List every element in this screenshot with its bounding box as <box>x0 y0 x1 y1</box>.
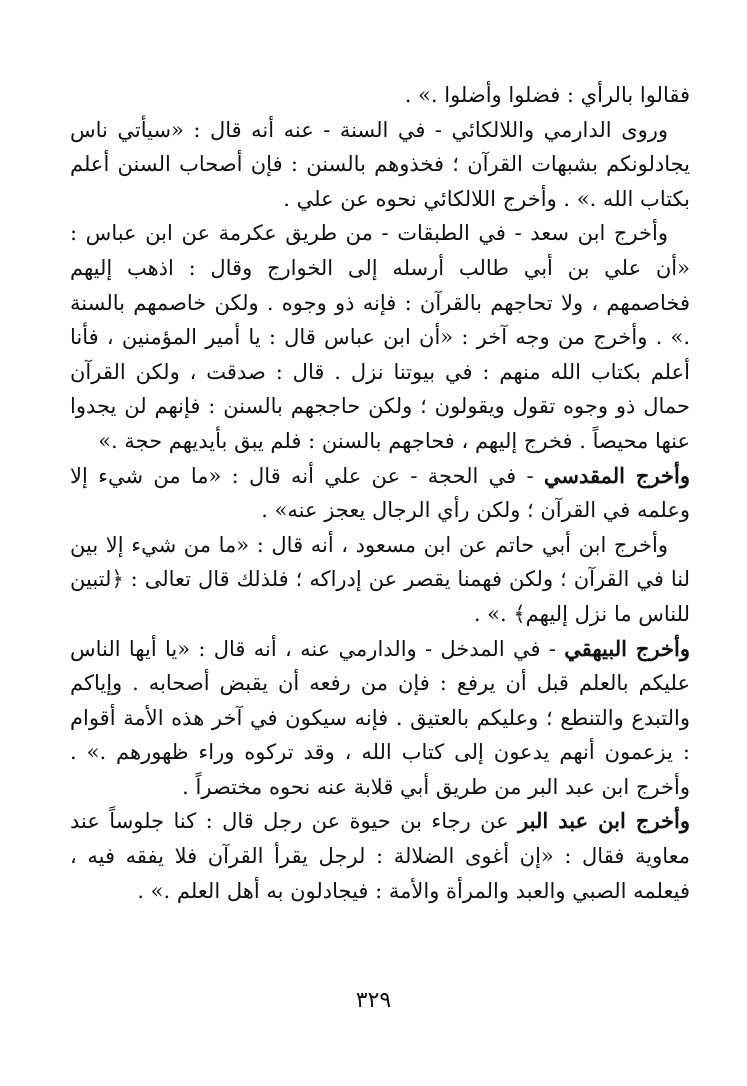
paragraph-6 <box>70 632 690 805</box>
paragraph-text: وروى الدارمي واللالكائي - في السنة - عنه أنه قال : «سيأتي ناس يجادلونكم بشبهات القرآن ؛ فخذوهم بالسنن : فإن أصحاب السنن أعلم بكتاب الله .» . وأخرج اللالكائي نحوه عن علي . <box>70 117 690 211</box>
paragraph-2 <box>70 113 690 217</box>
paragraph-text: وأخرج ابن أبي حاتم عن ابن مسعود ، أنه قال : «ما من شيء إلا بين لنا في القرآن ؛ ولكن فهمنا يقصر عن إدراكه ؛ فلذلك قال تعالى : ﴿لتبين للناس ما نزل إليهم﴾ .» . <box>70 532 690 626</box>
paragraph-3 <box>70 216 690 458</box>
paragraph-lead: وأخرج البيهقي <box>564 635 691 661</box>
paragraph-text: وأخرج ابن سعد - في الطبقات - من طريق عكرمة عن ابن عباس : «أن علي بن أبي طالب أرسله إلى الخوارج وقال : اذهب إليهم فخاصمهم ، ولا تحاجهم بالقرآن : فإنه ذو وجوه . ولكن خاصمهم بالسنة .» . وأخرج من وجه آخر : «أن ابن عباس قال : يا أمير المؤمنين ، فأنا أعلم بكتاب الله منهم : في بيوتنا نزل . قال : صدقت ، ولكن القرآن حمال ذو وجوه تقول ويقولون ؛ ولكن حاججهم بالسنن : فإنهم لن يجدوا عنها محيصاً . فخرج إليهم ، فحاجهم بالسنن : فلم يبق بأيديهم حجة .» <box>70 221 690 453</box>
paragraph-7 <box>70 804 690 908</box>
body-text <box>70 78 690 908</box>
paragraph-text: فقالوا بالرأي : فضلوا وأضلوا .» . <box>404 83 690 107</box>
paragraph-4 <box>70 459 690 528</box>
paragraph-lead: وأخرج ابن عبد البر <box>518 808 690 834</box>
paragraph-text: - في الحجة - عن علي أنه قال : «ما من شيء إلا وعلمه في القرآن ؛ ولكن رأي الرجال يعجز عنه» . <box>70 463 690 523</box>
paragraph-text: - في المدخل - والدارمي عنه ، أنه قال : «يا أيها الناس عليكم بالعلم قبل أن يرفع : فإن من رفعه أن يقبض أصحابه . وإياكم والتبدع والتنطع ؛ وعليكم بالعتيق . فإنه سيكون في آخر هذه الأمة أقوام : يزعمون أنهم يدعون إلى كتاب الله ، وقد تركوه وراء ظهورهم .» . وأخرج ابن عبد البر من طريق أبي قلابة عنه نحوه مختصراً . <box>70 636 690 799</box>
page-number: ٣٢٩ <box>355 988 392 1013</box>
paragraph-1 <box>70 78 690 113</box>
paragraph-lead: وأخرج المقدسي <box>543 462 691 488</box>
paragraph-5 <box>70 528 690 632</box>
paragraph-text: عن رجاء بن حيوة عن رجل قال : كنا جلوساً عند معاوية فقال : «إن أغوى الضلالة : لرجل يقرأ القرآن فلا يفقه فيه ، فيعلمه الصبي والعبد والمرأة والأمة : فيجادلون به أهل العلم .» . <box>70 809 690 903</box>
